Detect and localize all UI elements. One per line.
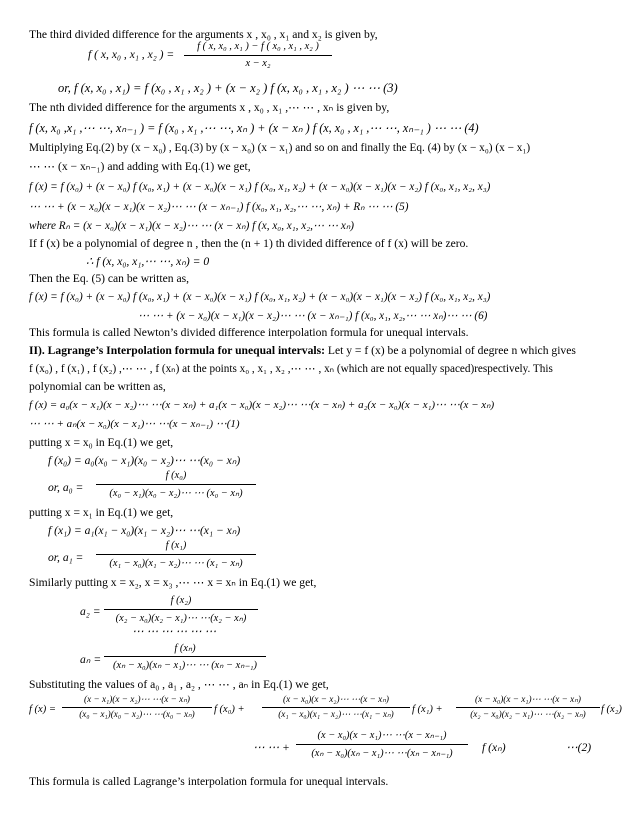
equation-tag: ⋯(2) — [566, 741, 592, 754]
fraction-denominator: (x₀ − x₁)(x₀ − x₂)⋯ ⋯(x₀ − xₙ) — [79, 709, 195, 719]
equation-4: f (x, x₀ ,x₁ ,⋯ ⋯, xₙ₋₁ ) = f (x₀ , x₁ ,⋯ ⋯, xₙ ) + (x − xₙ ) f (x, x₀ , x₁ ,⋯ ⋯, xₙ₋₁ ) ⋯ ⋯ (4) — [29, 121, 479, 135]
equation-lhs: a₂ = — [80, 605, 101, 618]
section-heading — [29, 344, 576, 358]
fraction-bar — [456, 707, 600, 708]
zero-divided-difference: ∴ f (x, x₀, x₁,⋯ ⋯, xₙ) = 0 — [86, 255, 210, 268]
fraction-denominator: (xₙ − x₀)(xₙ − x₁)⋯ ⋯(xₙ − xₙ₋₁) — [311, 748, 453, 759]
equation-lhs: f (x) = — [29, 704, 56, 715]
fraction-denominator: (x₀ − x₁)(x₀ − x₂)⋯ ⋯ (x₀ − xₙ) — [109, 488, 243, 499]
fraction-bar — [62, 707, 212, 708]
paragraph: The third divided difference for the arguments x , x₀ , x₁ and x₂ is given by, — [29, 28, 378, 41]
paragraph: The nth divided difference for the arguments x , x₀ , x₁ ,⋯ ⋯ , xₙ is given by, — [29, 101, 390, 114]
continuation-dots: ⋯ ⋯ + — [253, 741, 290, 754]
paragraph: This formula is called Lagrange’s interpolation formula for unequal intervals. — [29, 775, 389, 788]
equation-3: or, f (x, x₀ , x₁) = f (x₀ , x₁ , x₂ ) + (x − x₂ ) f (x, x₀ , x₁ , x₂ ) ⋯ ⋯ (3) — [58, 81, 398, 95]
fraction-numerator: f (x₀) — [165, 470, 187, 481]
paragraph: putting x = x₁ in Eq.(1) we get, — [29, 506, 174, 519]
section-text: Let y = f (x) be a polynomial of degree n which gives — [324, 344, 576, 357]
fraction-bar — [104, 656, 266, 657]
equation-1-line-2: ⋯ ⋯ + aₙ(x − x₀)(x − x₁)⋯ ⋯(x − xₙ₋₁) ⋯(1) — [29, 418, 240, 430]
paragraph: This formula is called Newton’s divided difference interpolation formula for unequal intervals. — [29, 326, 469, 339]
equation-lhs: f ( x, x₀ , x₁ , x₂ ) = — [88, 48, 175, 61]
fraction-numerator: (x − x₀)(x − x₁)⋯ ⋯(x − xₙ) — [475, 694, 581, 704]
equation-lhs: aₙ = — [80, 653, 102, 666]
term: f (x₀) + — [214, 704, 245, 715]
paragraph: Substituting the values of a₀ , a₁ , a₂ , ⋯ ⋯ , aₙ in Eq.(1) we get, — [29, 678, 329, 691]
fraction-numerator: f (xₙ) — [174, 643, 196, 654]
fraction-numerator: (x − x₀)(x − x₂)⋯ ⋯(x − xₙ) — [283, 694, 389, 704]
fraction-bar — [184, 55, 332, 56]
equation: f (x₀) = a₀(x₀ − x₁)(x₀ − x₂)⋯ ⋯(x₀ − xₙ) — [48, 454, 241, 467]
fraction-denominator: (x₁ − x₀)(x₁ − x₂)⋯ ⋯(x₁ − xₙ) — [278, 709, 394, 719]
fraction-denominator: (x₂ − x₀)(x₂ − x₁)⋯ ⋯(x₂ − xₙ) — [115, 613, 247, 624]
equation: f (x₁) = a₁(x₁ − x₀)(x₁ − x₂)⋯ ⋯(x₁ − xₙ) — [48, 524, 241, 537]
equation-lhs: or, a₀ = — [48, 481, 84, 494]
section-title: II). Lagrange’s Interpolation formula for unequal intervals: — [29, 344, 325, 357]
equation-lhs: or, a₁ = — [48, 551, 84, 564]
continuation-dots: ⋯ ⋯ ⋯ ⋯ ⋯ ⋯ — [132, 625, 217, 638]
remainder-definition: where Rₙ = (x − x₀)(x − x₁)(x − x₂)⋯ ⋯ (x − xₙ) f (x, x₀, x₁, x₂,⋯ ⋯ xₙ) — [29, 220, 355, 232]
fraction-numerator: (x − x₀)(x − x₁)⋯ ⋯(x − xₙ₋₁) — [317, 730, 447, 741]
term: f (xₙ) — [482, 741, 506, 754]
paragraph: putting x = x₀ in Eq.(1) we get, — [29, 436, 174, 449]
fraction-denominator: (x₁ − x₀)(x₁ − x₂)⋯ ⋯ (x₁ − xₙ) — [109, 558, 243, 569]
fraction-denominator: (xₙ − x₀)(xₙ − x₁)⋯ ⋯ (xₙ − xₙ₋₁) — [113, 660, 257, 671]
fraction-denominator: x − x₂ — [245, 58, 271, 69]
fraction-bar — [104, 609, 258, 610]
fraction-bar — [96, 484, 256, 485]
equation-5-line-1: f (x) = f (x₀) + (x − x₀) f (x₀, x₁) + (x − x₀)(x − x₁) f (x₀, x₁, x₂) + (x − x₀)(x − x₁)(x − x₂) f (x₀, x₁, x₂, x₃) — [29, 181, 491, 193]
paragraph: If f (x) be a polynomial of degree n , then the (n + 1) th divided difference of f (x) will be zero. — [29, 237, 469, 250]
paragraph: ⋯ ⋯ (x − xₙ₋₁) and adding with Eq.(1) we get, — [29, 160, 251, 173]
fraction-denominator: (x₂ − x₀)(x₂ − x₁)⋯ ⋯(x₂ − xₙ) — [470, 709, 586, 719]
fraction-numerator: f ( x, x₀ , x₁ ) − f ( x₀ , x₁ , x₂ ) — [197, 41, 319, 52]
equation-5-line-2: ⋯ ⋯ + (x − x₀)(x − x₁)(x − x₂)⋯ ⋯ (x − xₙ₋₁) f (x₀, x₁, x₂,⋯ ⋯, xₙ) + Rₙ ⋯ ⋯ (5) — [29, 201, 409, 213]
fraction-bar — [262, 707, 410, 708]
fraction-bar — [96, 554, 256, 555]
paragraph: Then the Eq. (5) can be written as, — [29, 272, 189, 285]
equation-6-line-1: f (x) = f (x₀) + (x − x₀) f (x₀, x₁) + (x − x₀)(x − x₁) f (x₀, x₁, x₂) + (x − x₀)(x − x₁)(x − x₂) f (x₀, x₁, x₂, x₃) — [29, 291, 491, 303]
paragraph: polynomial can be written as, — [29, 380, 166, 393]
paragraph: f (x₀) , f (x₁) , f (x₂) ,⋯ ⋯ , f (xₙ) at the points x₀ , x₁ , x₂ ,⋯ ⋯ , xₙ (which are not equally spaced)respectively. This — [29, 363, 553, 375]
paragraph: Multiplying Eq.(2) by (x − x₀) , Eq.(3) by (x − x₀) (x − x₁) and so on and finally the Eq. (4) by (x − x₀) (x − x₁) — [29, 142, 531, 154]
fraction-numerator: f (x₁) — [165, 540, 187, 551]
fraction-numerator: (x − x₁)(x − x₂)⋯ ⋯(x − xₙ) — [84, 694, 190, 704]
term: f (x₂) — [601, 704, 622, 715]
equation-1-line-1: f (x) = a₀(x − x₁)(x − x₂)⋯ ⋯(x − xₙ) + a₁(x − x₀)(x − x₂)⋯ ⋯(x − xₙ) + a₂(x − x₀)(x − x₁)⋯ ⋯(x − xₙ) — [29, 399, 495, 411]
fraction-numerator: f (x₂) — [170, 595, 192, 606]
equation-6-line-2: ⋯ ⋯ + (x − x₀)(x − x₁)(x − x₂)⋯ ⋯ (x − xₙ₋₁) f (x₀, x₁, x₂,⋯ ⋯ xₙ)⋯ ⋯ (6) — [138, 310, 488, 322]
term: f (x₁) + — [412, 704, 443, 715]
fraction-bar — [296, 744, 468, 745]
paragraph: Similarly putting x = x₂, x = x₃ ,⋯ ⋯ x = xₙ in Eq.(1) we get, — [29, 576, 317, 589]
